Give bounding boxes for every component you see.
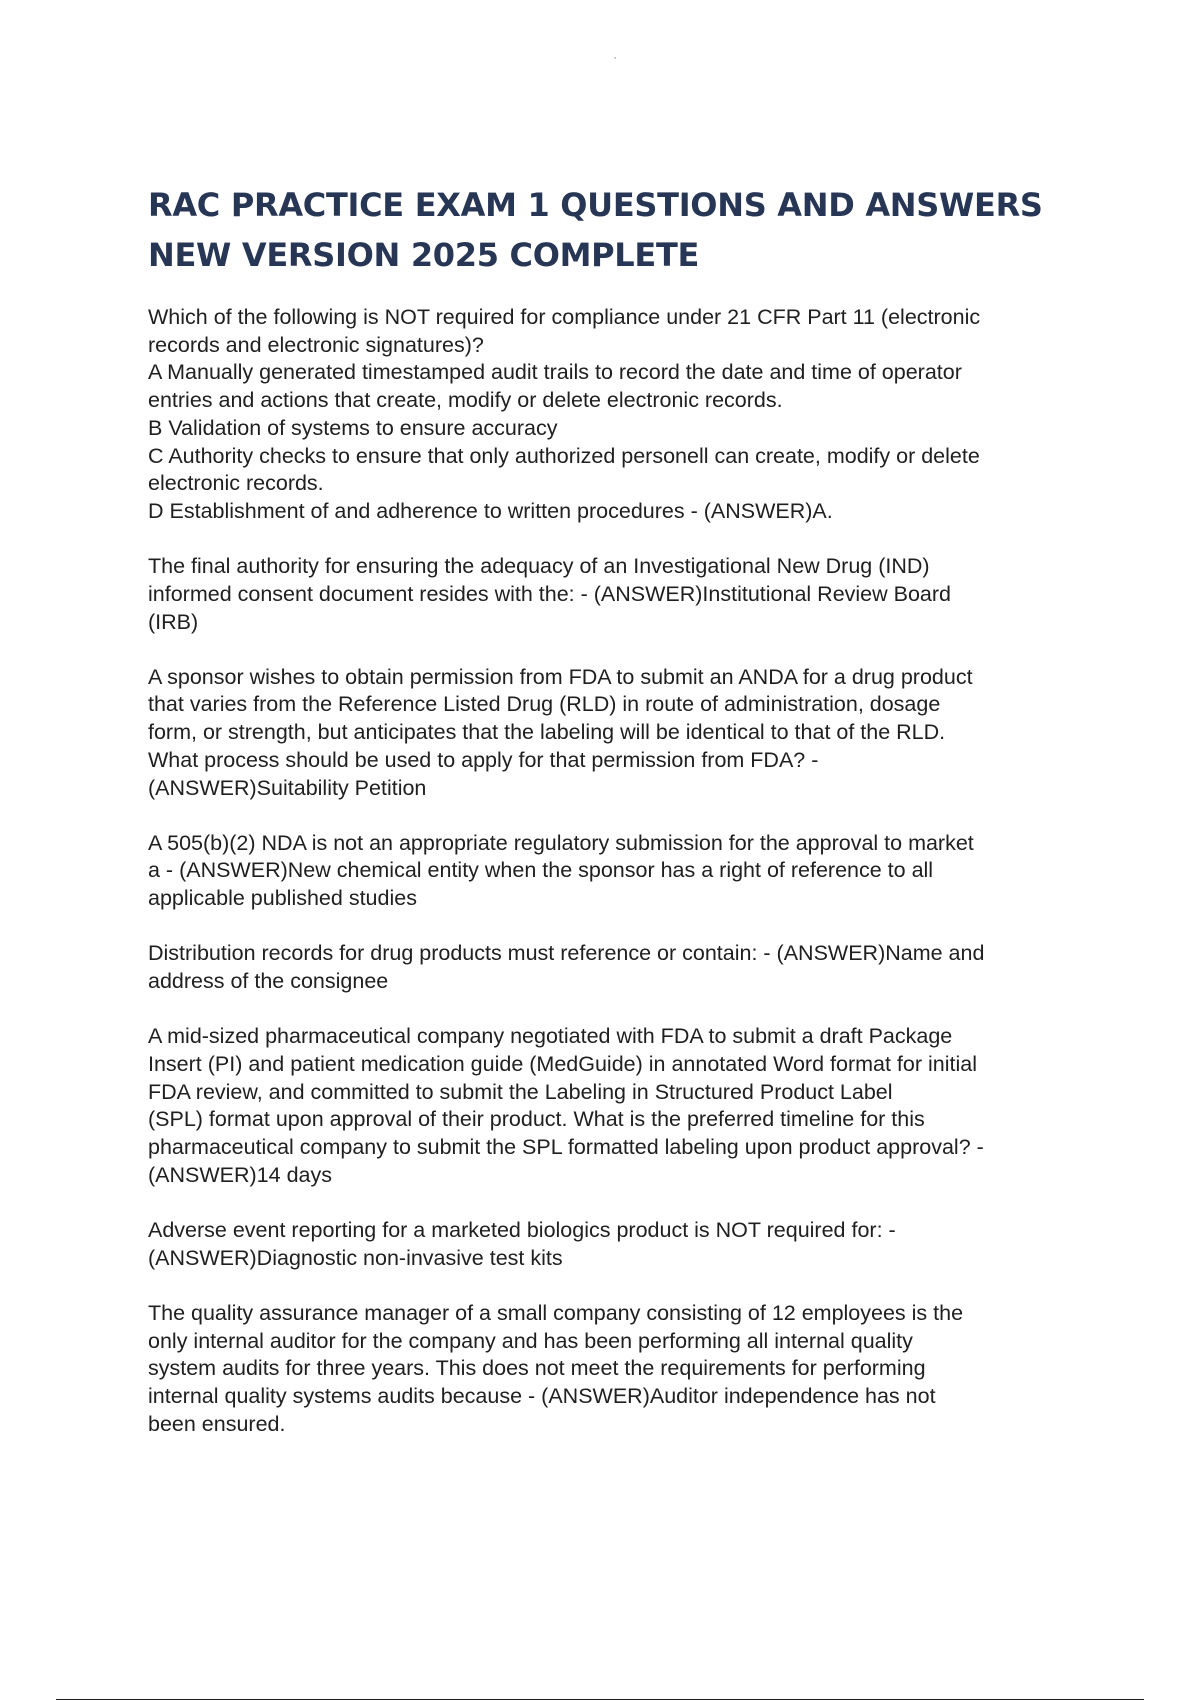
qa-block-adverse-event xyxy=(148,1217,1093,1272)
qa-line: a - (ANSWER)New chemical entity when the sponsor has a right of reference to all xyxy=(148,858,934,883)
qa-line: (ANSWER)14 days xyxy=(148,1162,332,1187)
qa-line: D Establishment of and adherence to written procedures - (ANSWER)A. xyxy=(148,498,833,523)
qa-content xyxy=(148,304,1093,1466)
qa-line: informed consent document resides with the: - (ANSWER)Institutional Review Board xyxy=(148,581,952,606)
qa-line: B Validation of systems to ensure accuracy xyxy=(148,415,558,440)
qa-line: Which of the following is NOT required for compliance under 21 CFR Part 11 (electronic xyxy=(148,305,981,329)
qa-block-505b2 xyxy=(148,830,1093,913)
qa-line: A sponsor wishes to obtain permission from FDA to submit an ANDA for a drug product xyxy=(148,664,973,689)
qa-line: (SPL) format upon approval of their product. What is the preferred timeline for this xyxy=(148,1107,925,1132)
document-title xyxy=(148,180,1108,280)
qa-line: A mid-sized pharmaceutical company negotiated with FDA to submit a draft Package xyxy=(148,1024,953,1049)
qa-line: entries and actions that create, modify or delete electronic records. xyxy=(148,388,783,413)
qa-block-part11 xyxy=(148,304,1093,526)
qa-line: Insert (PI) and patient medication guide (MedGuide) in annotated Word format for initial xyxy=(148,1051,977,1076)
qa-line: (ANSWER)Suitability Petition xyxy=(148,775,427,800)
qa-block-informed-consent xyxy=(148,553,1093,636)
qa-line: records and electronic signatures)? xyxy=(148,332,484,357)
qa-line: (ANSWER)Diagnostic non-invasive test kits xyxy=(148,1245,563,1270)
qa-line: electronic records. xyxy=(148,471,324,496)
title-line: NEW VERSION 2025 COMPLETE xyxy=(148,236,700,274)
qa-line: What process should be used to apply for that permission from FDA? - xyxy=(148,747,819,772)
qa-line: applicable published studies xyxy=(148,886,417,911)
qa-line: address of the consignee xyxy=(148,969,389,994)
qa-block-auditor-independence xyxy=(148,1300,1093,1439)
qa-line: system audits for three years. This does not meet the requirements for performing xyxy=(148,1356,926,1381)
qa-line: The quality assurance manager of a small company consisting of 12 employees is the xyxy=(148,1300,964,1325)
qa-line: that varies from the Reference Listed Drug (RLD) in route of administration, dosage xyxy=(148,692,941,717)
qa-line: (IRB) xyxy=(148,609,199,634)
qa-line: A 505(b)(2) NDA is not an appropriate regulatory submission for the approval to market xyxy=(148,830,974,855)
qa-line: been ensured. xyxy=(148,1411,286,1436)
qa-line: A Manually generated timestamped audit trails to record the date and time of operator xyxy=(148,360,962,385)
qa-line: internal quality systems audits because - (ANSWER)Auditor independence has not xyxy=(148,1384,936,1408)
qa-line: pharmaceutical company to submit the SPL formatted labeling upon product approval? - xyxy=(148,1135,984,1160)
qa-line: The final authority for ensuring the adequacy of an Investigational New Drug (IND) xyxy=(148,554,930,579)
qa-block-distribution-records xyxy=(148,940,1093,995)
qa-line: only internal auditor for the company and has been performing all internal quality xyxy=(148,1328,913,1353)
scan-dot xyxy=(614,57,616,59)
qa-line: FDA review, and committed to submit the Labeling in Structured Product Label xyxy=(148,1079,893,1104)
title-line: RAC PRACTICE EXAM 1 QUESTIONS AND ANSWERS xyxy=(148,186,1043,224)
qa-line: C Authority checks to ensure that only authorized personell can create, modify or delete xyxy=(148,443,980,468)
qa-block-spl-timeline xyxy=(148,1023,1093,1189)
qa-line: form, or strength, but anticipates that the labeling will be identical to that of the RLD. xyxy=(148,720,946,745)
qa-line: Distribution records for drug products must reference or contain: - (ANSWER)Name and xyxy=(148,941,985,966)
qa-line: Adverse event reporting for a marketed biologics product is NOT required for: - xyxy=(148,1217,896,1242)
qa-block-anda-suitability xyxy=(148,664,1093,803)
